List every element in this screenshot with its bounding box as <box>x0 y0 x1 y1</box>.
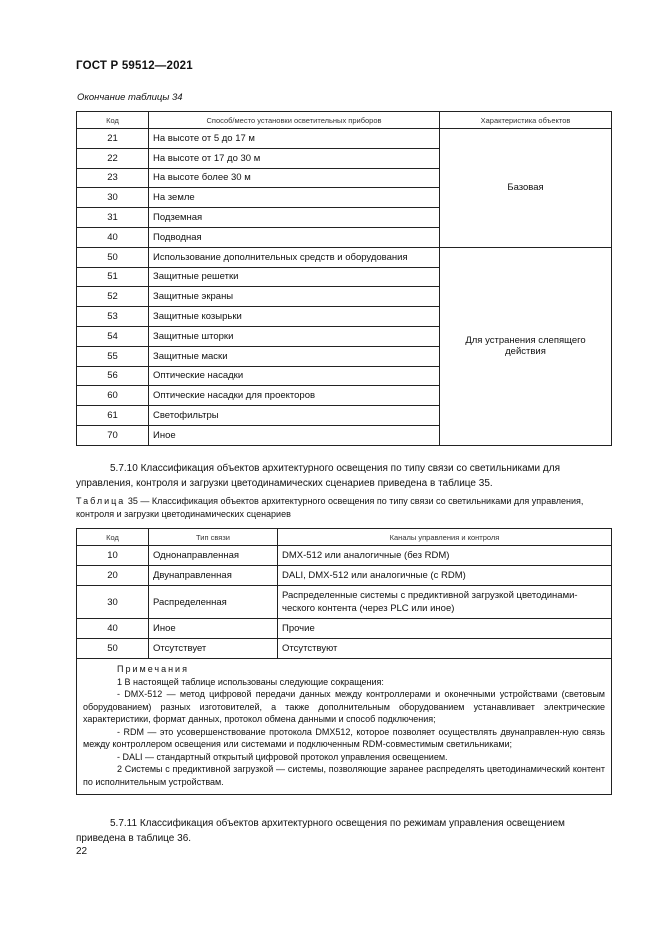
row-method: Подземная <box>149 208 440 228</box>
row-channels: DALI, DMX-512 или аналогичные (с RDM) <box>278 566 612 586</box>
table-34 <box>76 111 612 446</box>
row-code: 53 <box>77 307 149 327</box>
row-channels: DMX-512 или аналогичные (без RDM) <box>278 546 612 566</box>
row-method: Оптические насадки <box>149 366 440 386</box>
row-method: Защитные шторки <box>149 326 440 346</box>
row-link-type: Отсутствует <box>149 639 278 659</box>
row-method: На высоте более 30 м <box>149 168 440 188</box>
row-code: 70 <box>77 425 149 445</box>
row-method: Иное <box>149 425 440 445</box>
header-characteristic: Характеристика объектов <box>440 112 612 129</box>
row-code: 40 <box>77 619 149 639</box>
row-link-type: Двунаправленная <box>149 566 278 586</box>
table34-caption: Окончание таблицы 34 <box>77 92 183 103</box>
row-code: 30 <box>77 586 149 619</box>
table-row <box>77 129 612 149</box>
header-channels: Каналы управления и контроля <box>278 529 612 546</box>
table35-caption-text: 35 — Классификация объектов архитектурного освещения по типу связи со светильниками для управления, контроля и загрузки цветодинамических сценариев <box>76 496 584 519</box>
row-method: На высоте от 5 до 17 м <box>149 129 440 149</box>
table-row <box>77 586 612 619</box>
row-code: 51 <box>77 267 149 287</box>
group-label-glare: Для устранения слепящего действия <box>440 247 612 445</box>
table34-body <box>77 129 612 446</box>
header-method: Способ/место установки осветительных приборов <box>149 112 440 129</box>
row-channels: Прочие <box>278 619 612 639</box>
notes-heading: Примечания <box>117 664 189 674</box>
row-code: 20 <box>77 566 149 586</box>
row-code: 52 <box>77 287 149 307</box>
note-2: 2 Системы с предиктивной загрузкой — системы, позволяющие заранее распределять цветодинамический контент по исполнительным устройствам. <box>83 764 605 787</box>
row-code: 40 <box>77 227 149 247</box>
row-code: 55 <box>77 346 149 366</box>
row-link-type: Иное <box>149 619 278 639</box>
row-method: Использование дополнительных средств и оборудования <box>149 247 440 267</box>
paragraph-5-7-11: 5.7.11 Классификация объектов архитектурного освещения по режимам управления освещением приведена в таблице 36. <box>76 818 565 844</box>
row-channels: Распределенные системы с предиктивной загрузкой цветодинами-ческого контента (через PLC или иное) <box>278 586 612 619</box>
table35-notes <box>77 659 612 795</box>
row-code: 22 <box>77 148 149 168</box>
row-method: Защитные экраны <box>149 287 440 307</box>
group-label-basic: Базовая <box>440 129 612 248</box>
row-link-type: Распределенная <box>149 586 278 619</box>
row-channels: Отсутствуют <box>278 639 612 659</box>
table-row <box>77 639 612 659</box>
row-code: 10 <box>77 546 149 566</box>
table-row <box>77 247 612 267</box>
row-method: Защитные решетки <box>149 267 440 287</box>
paragraph-5-7-10: 5.7.10 Классификация объектов архитектурного освещения по типу связи со светильниками для управления, контроля и загрузки цветодинамических сценариев приведена в таблице 35. <box>76 463 561 489</box>
row-code: 21 <box>77 129 149 149</box>
row-code: 54 <box>77 326 149 346</box>
document-title: ГОСТ Р 59512—2021 <box>76 60 193 72</box>
row-method: Защитные маски <box>149 346 440 366</box>
note-dali: - DALI — стандартный открытый цифровой протокол управления освещением. <box>117 751 448 762</box>
table35-caption-label: Таблица <box>76 496 126 506</box>
row-method: На высоте от 17 до 30 м <box>149 148 440 168</box>
page-number: 22 <box>76 846 88 857</box>
row-method: Светофильтры <box>149 406 440 426</box>
table-row <box>77 546 612 566</box>
row-code: 50 <box>77 247 149 267</box>
row-code: 31 <box>77 208 149 228</box>
row-method: Защитные козырьки <box>149 307 440 327</box>
row-code: 30 <box>77 188 149 208</box>
row-code: 23 <box>77 168 149 188</box>
row-code: 60 <box>77 386 149 406</box>
row-code: 61 <box>77 406 149 426</box>
row-method: Подводная <box>149 227 440 247</box>
row-method: Оптические насадки для проекторов <box>149 386 440 406</box>
table-row <box>77 619 612 639</box>
row-link-type: Однонаправленная <box>149 546 278 566</box>
table-row <box>77 566 612 586</box>
note-rdm: - RDM — это усовершенствование протокола DMX512, которое позволяет осуществлять двунаправлен-ную связь между контроллером освещения или системами и подключенным RDM-совместимым светильниками; <box>83 726 605 749</box>
note-dmx: - DMX-512 — метод цифровой передачи данных между контроллерами и оконечными устройствами (световым оборудованием) разных изготовителей, а также дополнительным оборудованием устанавливает электрические характеристики, формат данных, протокол обмена данными и способ подключения; <box>83 689 605 724</box>
header-link-type: Тип связи <box>149 529 278 546</box>
table35-caption <box>76 495 612 520</box>
header-code: Код <box>77 529 149 546</box>
row-code: 56 <box>77 366 149 386</box>
table-35 <box>76 528 612 795</box>
header-code: Код <box>77 112 149 129</box>
row-code: 50 <box>77 639 149 659</box>
table35-body <box>77 546 612 659</box>
row-method: На земле <box>149 188 440 208</box>
note-1: 1 В настоящей таблице использованы следующие сокращения: <box>117 676 384 687</box>
